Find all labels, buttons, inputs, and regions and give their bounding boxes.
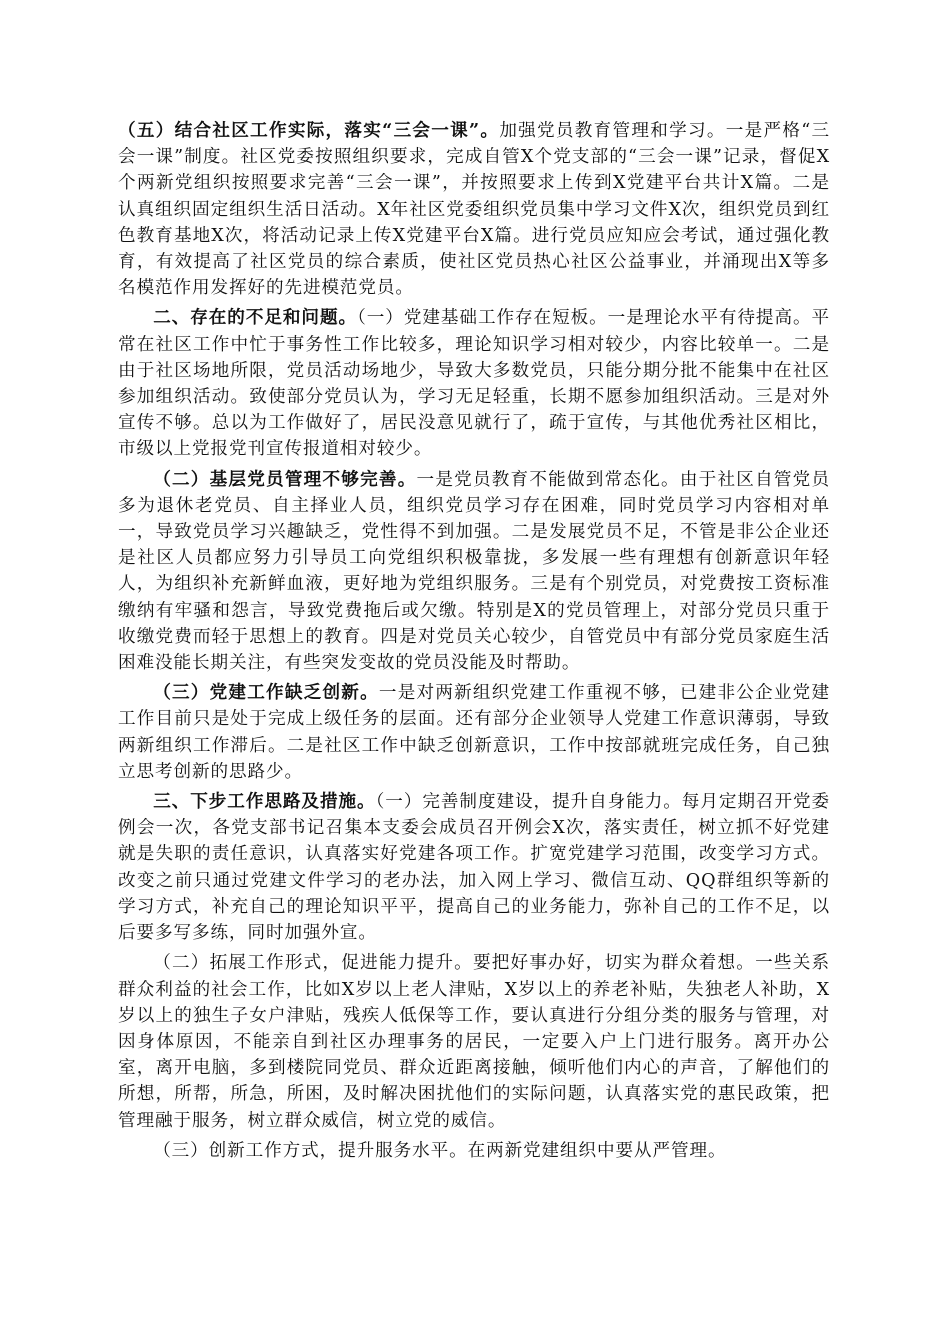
paragraph-body: （一）完善制度建设，提升自身能力。每月定期召开党委例会一次，各党支部书记召集本支委会成员召开例会X次，落实责任，树立抓不好党建就是失职的责任意识，认真落实好党建各项工作。扩宽党建学习范围，改变学习方式。改变之前只通过党建文件学习的老办法，加入网上学习、微信互动、QQ群组织等新的学习方式，补充自己的理论知识平平，提高自己的业务能力，弥补自己的工作不足，以后要多写多练，同时加强外宣。: [118, 792, 830, 944]
paragraph-body: （一）党建基础工作存在短板。一是理论水平有待提高。平常在社区工作中忙于事务性工作比较多，理论知识学习相对较少，内容比较单一。二是由于社区场地所限，党员活动场地少，导致大多数党员，只能分期分批不能集中在社区参加组织活动。致使部分党员认为，学习无足轻重，长期不愿参加组织活动。三是对外宣传不够。总以为工作做好了，居民没意见就行了，疏于宣传，与其他优秀社区相比，市级以上党报党刊宣传报道相对较少。: [118, 308, 830, 460]
paragraph-heading: 三、下步工作思路及措施。: [153, 791, 376, 813]
paragraph-innovate-methods: [118, 1138, 830, 1164]
paragraph-problems: [118, 305, 830, 462]
paragraph-heading: （三）党建工作缺乏创新。: [153, 682, 379, 704]
document-page: [118, 118, 830, 1168]
paragraph-body: （三）创新工作方式，提升服务水平。在两新党建组织中要从严管理。: [153, 1140, 727, 1161]
paragraph-heading: 二、存在的不足和问题。: [153, 307, 358, 329]
paragraph-five-three-meetings: [118, 118, 830, 301]
paragraph-heading: （五）结合社区工作实际，落实“三会一课”。: [118, 120, 500, 141]
paragraph-body: 加强党员教育管理和学习。一是严格“三会一课”制度。社区党委按照组织要求，完成自管X个党支部的“三会一课”记录，督促X个两新党组织按照要求完善“三会一课”，并按照要求上传到X党建平台共计X篇。二是认真组织固定组织生活日活动。X年社区党委组织党员集中学习文件X次，组织党员到红色教育基地X次，将活动记录上传X党建平台X篇。进行党员应知应会考试，通过强化教育，有效提高了社区党员的综合素质，使社区党员热心社区公益事业，并涌现出X等多名模范作用发挥好的先进模范党员。: [118, 121, 830, 299]
paragraph-lack-innovation: [118, 680, 830, 785]
paragraph-body: （二）拓展工作形式，促进能力提升。要把好事办好，切实为群众着想。一些关系群众利益的社会工作，比如X岁以上老人津贴，X岁以上的养老补贴，失独老人补助，X岁以上的独生子女户津贴，残疾人低保等工作，要认真进行分组分类的服务与管理，对因身体原因，不能亲自到社区办理事务的居民，一定要入户上门进行服务。离开办公室，离开电脑，多到楼院同党员、群众近距离接触，倾听他们内心的声音，了解他们的所想，所帮，所急，所困，及时解决困扰他们的实际问题，认真落实党的惠民政策，把管理融于服务，树立群众威信，树立党的威信。: [118, 953, 830, 1131]
paragraph-body: 一是党员教育不能做到常态化。由于社区自管党员多为退休老党员、自主择业人员，组织党员学习存在困难，同时党员学习内容相对单一，导致党员学习兴趣缺乏，党性得不到加强。二是发展党员不足，不管是非公企业还是社区人员都应努力引导员工向党组织积极靠拢，多发展一些有理想有创新意识年轻人，为组织补充新鲜血液，更好地为党组织服务。三是有个别党员，对党费按工资标准缴纳有牢骚和怨言，导致党费拖后或欠缴。特别是X的党员管理上，对部分党员只重于收缴党费而轻于思想上的教育。四是对党员关心较少，自管党员中有部分党员家庭生活困难没能长期关注，有些突发变故的党员没能及时帮助。: [118, 469, 830, 674]
paragraph-heading: （二）基层党员管理不够完善。: [153, 468, 417, 490]
paragraph-expand-work: [118, 950, 830, 1133]
paragraph-next-steps: [118, 789, 830, 946]
paragraph-member-management: [118, 467, 830, 677]
paragraph-body: 一是对两新组织党建工作重视不够，已建非公企业党建工作目前只是处于完成上级任务的层面。还有部分企业领导人党建工作意识薄弱，导致两新组织工作滞后。二是社区工作中缺乏创新意识，工作中按部就班完成任务，自己独立思考创新的思路少。: [118, 683, 830, 782]
